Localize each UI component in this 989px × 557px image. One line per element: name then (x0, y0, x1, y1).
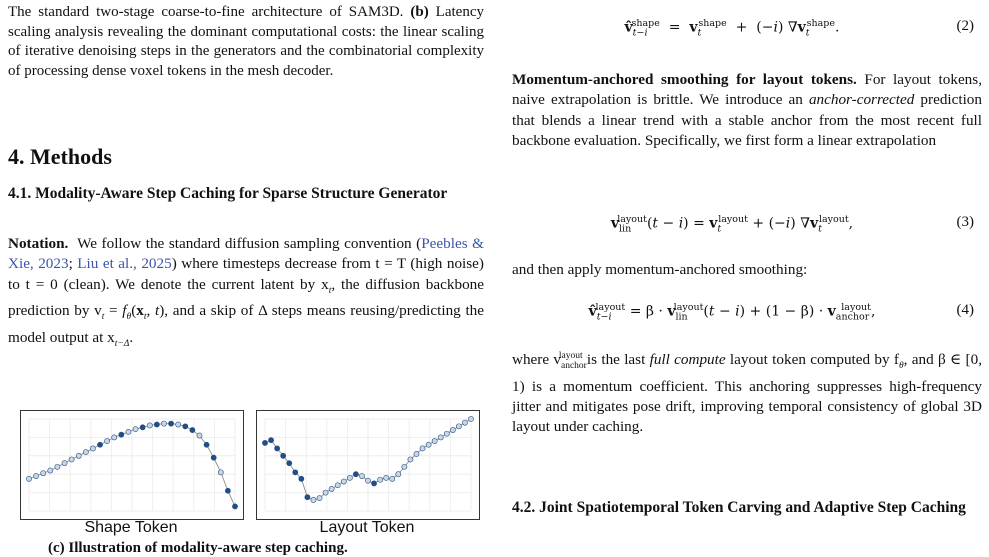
equation-4 (512, 302, 982, 326)
equation-3-body: $v_{lin}^{layout}(t - i) = v_t^{layout} + (-i)$ $\nabla v_t^{layout}$, (610, 214, 854, 235)
momentum-text: prediction that blends a linear trend with a stable anchor from the most recent full backbone evaluation. Specifically, we first form a linear extrapolation (512, 91, 982, 150)
citation-link[interactable]: Peebles & Xie, 2023 (8, 235, 484, 273)
cached-point (69, 457, 74, 462)
cached-point (48, 468, 53, 473)
shape-token-label: Shape Token (84, 519, 178, 536)
notation-heading: Notation. (8, 235, 69, 252)
cached-point (450, 427, 455, 432)
full-compute-point (287, 461, 292, 466)
cached-point (390, 476, 395, 481)
cached-point (426, 442, 431, 447)
where-emphasis: full compute (649, 351, 726, 369)
layout-token-chart (257, 411, 479, 519)
citation-separator: ; (68, 255, 78, 273)
cached-point (55, 464, 60, 469)
full-compute-point (353, 472, 358, 477)
cached-point (323, 490, 328, 495)
cached-point (317, 496, 322, 501)
layout-token-label: Layout Token (319, 519, 415, 536)
then-paragraph: and then apply momentum-anchored smoothing: (512, 261, 808, 278)
shape-token-chart (21, 411, 243, 519)
notation-paragraph: Notation. We follow the standard diffusion sampling convention (Peebles & Xie, 2023; Liu et al., 2025) where timesteps decrease from t = T (high noise) to t = 0 (clean). We denote the current latent by $x_t$, the diffusion backbone prediction by $v_t = f_\theta(x_t$, t), and a skip of Δ steps means reusing/predicting the model output at $x_{t-\Delta}$. (8, 235, 485, 349)
full-compute-point (190, 427, 195, 432)
cached-point (218, 470, 223, 475)
cached-point (384, 475, 389, 480)
momentum-paragraph (512, 70, 982, 152)
cached-point (311, 497, 316, 502)
full-compute-point (293, 470, 298, 475)
cached-point (359, 473, 364, 478)
notation-text: ) where timesteps decrease from t = T (high noise) to t = 0 (clean). We denote the current latent by x (8, 255, 484, 293)
cached-point (444, 431, 449, 436)
full-compute-point (262, 440, 267, 445)
cached-point (396, 472, 401, 477)
full-compute-point (232, 504, 237, 509)
full-compute-point (305, 495, 310, 500)
cached-point (347, 475, 352, 480)
momentum-heading: Momentum-anchored smoothing for layout tokens. (512, 71, 857, 88)
full-compute-point (183, 424, 188, 429)
notation-text: , and a skip of Δ steps means reusing/predicting the model output at x (8, 302, 484, 346)
cached-point (41, 471, 46, 476)
full-compute-point (119, 432, 124, 437)
cached-point (432, 438, 437, 443)
citation-link[interactable]: Liu et al., 2025 (77, 255, 172, 273)
full-compute-point (154, 422, 159, 427)
equation-3 (512, 214, 982, 238)
notation-text: We follow the standard diffusion sampling convention ( (77, 235, 422, 252)
cached-point (341, 479, 346, 484)
full-compute-point (371, 481, 376, 486)
cached-point (414, 451, 419, 456)
full-compute-point (268, 438, 273, 443)
full-compute-point (299, 476, 304, 481)
equation-2-body: $v̂_{t-i}^{shape} = v_t^{shape} + (-i)$ $\nabla v_t^{shape}$. (624, 18, 840, 39)
section-title: 4. Methods (8, 144, 112, 169)
full-compute-point (275, 446, 280, 451)
cached-point (378, 477, 383, 482)
caption-label-b: (b) (410, 4, 429, 20)
layout-token-panel (256, 410, 480, 520)
cached-point (26, 476, 31, 481)
full-compute-point (225, 488, 230, 493)
full-compute-point (211, 455, 216, 460)
cached-point (420, 446, 425, 451)
cached-point (329, 486, 334, 491)
where-text: where v (512, 351, 561, 369)
caption-text-b: Latency scaling analysis revealing the dominant computational costs: the linear scaling of iterative denoising steps in the generators and the combinatorial complexity of processing dense voxel tokens in the mesh decoder. (8, 4, 484, 79)
cached-point (34, 473, 39, 478)
cached-point (126, 429, 131, 434)
notation-text: , the diffusion backbone prediction by v (8, 275, 485, 320)
cached-point (62, 461, 67, 466)
full-compute-point (168, 421, 173, 426)
where-paragraph: where $v_{anchor}^{layout}$ is the last full compute layout token computed by $f_\theta$, and β ∈ [0, 1) is a momentum coefficient. This anchoring suppresses high-frequency jitter and mitigates pose drift, improving temporal consistency of global 3D layout under caching. (512, 351, 982, 436)
cached-point (112, 435, 117, 440)
cached-point (438, 435, 443, 440)
cached-point (90, 446, 95, 451)
momentum-emphasis: anchor-corrected (808, 91, 915, 109)
cached-point (462, 420, 467, 425)
full-compute-point (281, 453, 286, 458)
equation-4-body: $v̂_{t-i}^{layout} = \beta \cdot v_{lin}^{layout}(t - i) + (1 - \beta) \cdot v_{anchor}^{layout}$, (588, 302, 876, 323)
cached-point (335, 483, 340, 488)
momentum-text: For layout tokens, naive extrapolation is brittle. We introduce an (512, 71, 982, 109)
subsection-title: 4.1. Modality-Aware Step Caching for Sparse Structure Generator (8, 185, 448, 202)
cached-point (161, 421, 166, 426)
where-text: is the last (582, 351, 650, 369)
full-compute-point (97, 442, 102, 447)
equation-3-number: (3) (956, 214, 974, 230)
cached-point (408, 457, 413, 462)
equation-2 (512, 18, 982, 42)
where-text: layout token computed by f (725, 351, 899, 369)
cached-point (176, 422, 181, 427)
equation-2-number: (2) (956, 18, 974, 34)
cached-point (197, 433, 202, 438)
cached-point (147, 423, 152, 428)
full-compute-point (140, 425, 145, 430)
figure-caption-top (8, 3, 484, 81)
full-compute-point (204, 442, 209, 447)
cached-point (76, 453, 81, 458)
cached-point (456, 424, 461, 429)
figure-caption-c: (c) Illustration of modality-aware step caching. (48, 540, 348, 556)
caption-text: The standard two-stage coarse-to-fine architecture of SAM3D. (8, 4, 411, 20)
cached-point (402, 464, 407, 469)
where-text: , and β ∈ [0, 1) is a momentum coefficient. This anchoring suppresses high-frequency jitter and mitigates pose drift, improving temporal consistency of global 3D layout under caching. (512, 351, 982, 436)
subsection-2-title: 4.2. Joint Spatiotemporal Token Carving and Adaptive Step Caching (512, 499, 966, 516)
cached-point (468, 416, 473, 421)
shape-token-panel (20, 410, 244, 520)
cached-point (365, 478, 370, 483)
cached-point (105, 438, 110, 443)
cached-point (133, 427, 138, 432)
cached-point (83, 450, 88, 455)
equation-4-number: (4) (956, 302, 974, 318)
